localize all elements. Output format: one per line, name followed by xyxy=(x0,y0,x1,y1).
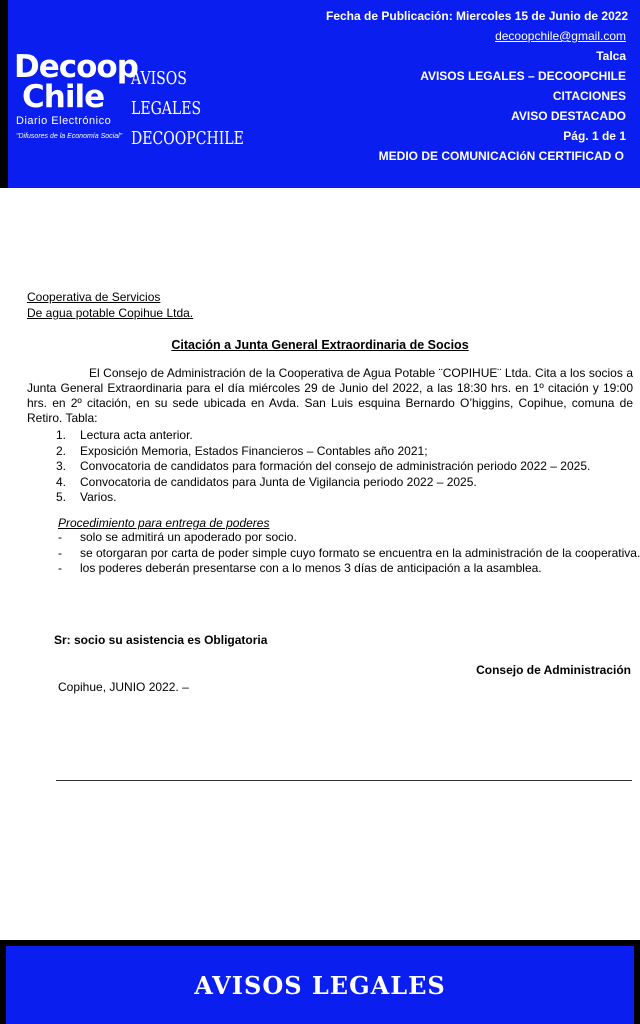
attendance-notice: Sr: socio su asistencia es Obligatoria xyxy=(54,633,268,647)
logo-subtitle: Diario Electrónico xyxy=(16,115,112,127)
organization-line-1: Cooperativa de Servicios xyxy=(27,290,161,304)
header-banner xyxy=(0,0,640,188)
list-item: 1. Lectura acta anterior. xyxy=(56,428,193,442)
procedure-list xyxy=(58,530,640,577)
email-link[interactable]: decoopchile@gmail.com xyxy=(495,29,626,43)
category-label: CITACIONES xyxy=(552,89,626,103)
logo-line-1: Decoop xyxy=(14,49,138,85)
footer-title: AVISOS LEGALES xyxy=(194,970,446,1000)
signature-divider xyxy=(56,780,632,781)
intro-paragraph xyxy=(27,366,633,426)
certification-label: MEDIO DE COMUNICACIóN CERTIFICAD O xyxy=(378,149,624,163)
document-title: Citación a Junta General Extraordinaria de Socios xyxy=(171,338,469,352)
header-info xyxy=(326,6,629,166)
publication-date: Fecha de Publicación: Miercoles 15 de Junio de 2022 xyxy=(326,9,629,23)
list-item: 2. Exposición Memoria, Estados Financieros – Contables año 2021; xyxy=(56,443,428,458)
avisos-legales-label xyxy=(131,64,244,154)
list-item: 5. Varios. xyxy=(56,490,117,504)
agenda-list xyxy=(56,428,590,506)
avisos-line-3: DECOOPCHILE xyxy=(131,128,244,149)
list-item: - se otorgaran por carta de poder simple cuyo formato se encuentra en la administración de la cooperativa. xyxy=(58,545,640,560)
organization-name xyxy=(27,289,193,321)
intro-text: El Consejo de Administración de la Cooperativa de Agua Potable ¨COPIHUE¨ Ltda. Cita a los socios a Junta General Extraordinaria para el día miércoles 29 de Junio del 2022, a las 18:30 hrs. en 1º citación y 19:00 hrs. en 2º citación, en su sede ubicada en Avda. San Luis esquina Bernardo O’higgins, Copihue, comuna de Retiro. Tabla: xyxy=(27,366,633,425)
procedure-title: Procedimiento para entrega de poderes xyxy=(58,516,270,530)
list-item: 3. Convocatoria de candidatos para formación del consejo de administración periodo 2022 – 2025. xyxy=(56,459,591,473)
decoopchile-logo xyxy=(14,49,138,140)
organization-line-2: De agua potable Copihue Ltda. xyxy=(27,306,194,320)
highlight-label: AVISO DESTACADO xyxy=(511,109,626,123)
logo-tagline: "Difusores de la Economía Social" xyxy=(16,133,123,140)
signer-name: Consejo de Administración xyxy=(476,663,631,677)
place-and-date: Copihue, JUNIO 2022. – xyxy=(58,680,189,694)
footer-banner xyxy=(0,940,640,1024)
logo-line-2: Chile xyxy=(22,79,105,115)
list-item: - los poderes deberán presentarse con a lo menos 3 días de anticipación a la asamblea. xyxy=(58,561,542,575)
city: Talca xyxy=(596,49,626,63)
page-number: Pág. 1 de 1 xyxy=(563,129,626,143)
list-item: - solo se admitirá un apoderado por socio. xyxy=(58,530,297,544)
avisos-line-1: AVISOS xyxy=(131,68,187,89)
list-item: 4. Convocatoria de candidatos para Junta de Vigilancia periodo 2022 – 2025. xyxy=(56,474,477,489)
footer-inner xyxy=(6,946,634,1024)
avisos-line-2: LEGALES xyxy=(131,98,202,119)
section-label: AVISOS LEGALES – DECOOPCHILE xyxy=(420,69,626,83)
